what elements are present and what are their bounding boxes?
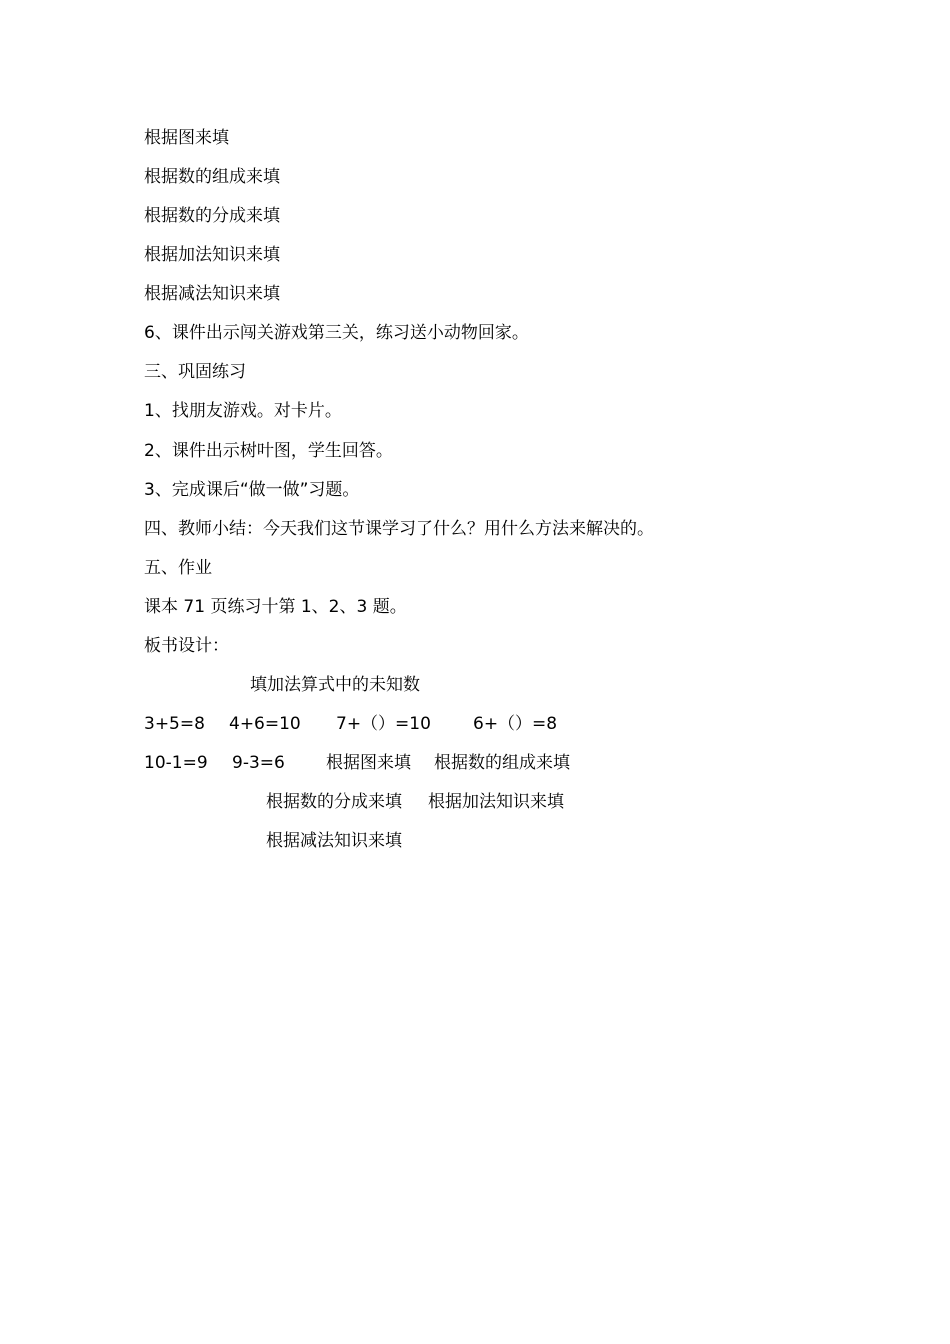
text-line: 根据数的分成来填 bbox=[144, 206, 280, 226]
board-title: 填加法算式中的未知数 bbox=[250, 675, 420, 695]
board-method: 根据数的组成来填 bbox=[434, 753, 570, 773]
section-heading: 三、巩固练习 bbox=[144, 362, 246, 382]
text-line: 根据减法知识来填 bbox=[144, 284, 280, 304]
text-line: 课本 71 页练习十第 1、2、3 题。 bbox=[144, 597, 407, 617]
board-equation: 3+5=8 bbox=[144, 714, 205, 734]
board-method: 根据数的分成来填 bbox=[266, 792, 402, 812]
board-equation: 4+6=10 bbox=[229, 714, 301, 734]
section-heading: 四、教师小结：今天我们这节课学习了什么？用什么方法来解决的。 bbox=[144, 519, 654, 539]
board-equation: 7+（）=10 bbox=[336, 714, 431, 734]
board-method: 根据图来填 bbox=[326, 753, 411, 773]
text-line: 根据数的组成来填 bbox=[144, 167, 280, 187]
section-heading: 五、作业 bbox=[144, 558, 212, 578]
board-equation: 9-3=6 bbox=[232, 753, 285, 773]
text-line: 根据图来填 bbox=[144, 128, 229, 148]
board-method: 根据减法知识来填 bbox=[266, 831, 402, 851]
text-line: 板书设计： bbox=[144, 636, 229, 656]
text-line: 根据加法知识来填 bbox=[144, 245, 280, 265]
text-line: 1、找朋友游戏。对卡片。 bbox=[144, 401, 342, 421]
board-equation: 10-1=9 bbox=[144, 753, 208, 773]
text-line: 2、课件出示树叶图，学生回答。 bbox=[144, 441, 393, 461]
text-line: 6、课件出示闯关游戏第三关，练习送小动物回家。 bbox=[144, 323, 529, 343]
board-equation: 6+（）=8 bbox=[473, 714, 558, 734]
text-line: 3、完成课后“做一做”习题。 bbox=[144, 480, 360, 500]
board-method: 根据加法知识来填 bbox=[428, 792, 564, 812]
